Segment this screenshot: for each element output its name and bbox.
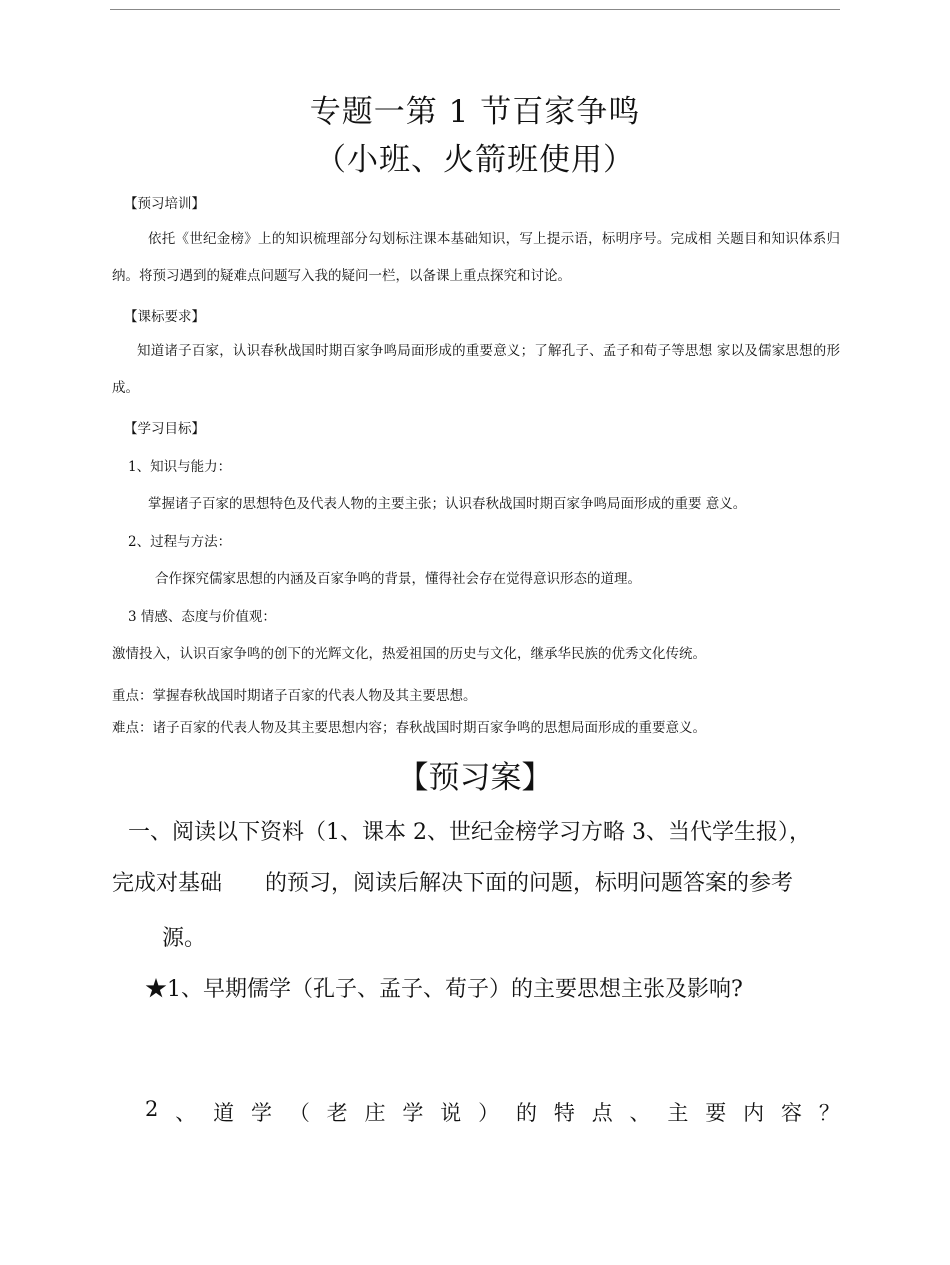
question-2-char: 庄 [364,1101,386,1125]
standard-text: 知道诸子百家，认识春秋战国时期百家争鸣局面形成的重要意义；了解孔子、孟子和荀子等思想 家以及儒家思想的形成。 [112,343,840,396]
key-point: 重点：掌握春秋战国时期诸子百家的代表人物及其主要思想。 [112,688,477,704]
part1-line2b: 的预习，阅读后解决下面的问题，标明问题答案的参考 [265,871,794,896]
question-2-char: 容 [780,1101,802,1125]
objective-1-text: 掌握诸子百家的思想特色及代表人物的主要主张；认识春秋战国时期百家争鸣局面形成的重要 意义。 [148,496,747,512]
question-2 [145,1097,840,1127]
question-2-char: 特 [553,1101,575,1125]
objective-3-text: 激情投入，认识百家争鸣的创下的光辉文化，热爱祖国的历史与文化，继承华民族的优秀文化传统。 [112,646,706,662]
question-2-char: ？ [818,1101,840,1125]
question-2-char: （ [288,1101,310,1125]
question-1: ★1、早期儒学（孔子、孟子、荀子）的主要思想主张及影响? [145,977,743,1002]
question-2-char: 2 [145,1097,159,1121]
question-2-char: 说 [440,1101,462,1125]
question-2-char: 点 [591,1101,613,1125]
question-2-char: ） [478,1101,500,1125]
question-2-char: 主 [667,1101,689,1125]
objectives-heading: 【学习目标】 [124,421,205,437]
question-2-char: 内 [743,1101,765,1125]
question-2-char: 的 [515,1101,537,1125]
question-2-char: 老 [326,1101,348,1125]
question-2-char: 学 [402,1101,424,1125]
objective-2-text: 合作探究儒家思想的内涵及百家争鸣的背景，懂得社会存在觉得意识形态的道理。 [155,571,641,587]
header-rule [110,9,840,10]
preview-training-heading: 【预习培训】 [124,196,205,212]
document-subtitle: （小班、火箭班使用） [315,142,635,178]
part1-line1: 一、阅读以下资料（1、课本 2、世纪金榜学习方略 3、当代学生报）， [128,820,811,845]
document-title: 专题一第 1 节百家争鸣 [309,94,641,130]
preview-training-text: 依托《世纪金榜》上的知识梳理部分勾划标注课本基础知识，写上提示语，标明序号。完成相 关题目和知识体系归纳。将预习遇到的疑难点问题写入我的疑问一栏，以备课上重点探究和讨论。 [112,231,840,284]
question-2-char: 、 [629,1101,651,1125]
question-2-char: 学 [250,1101,272,1125]
question-2-char: 要 [705,1101,727,1125]
question-2-char: 、 [175,1101,197,1125]
part1-line3: 源。 [162,926,207,951]
section-heading: 【预习案】 [397,760,553,796]
part1-line2a: 完成对基础 [112,871,223,896]
difficult-point: 难点：诸子百家的代表人物及其主要思想内容；春秋战国时期百家争鸣的思想局面形成的重要意义。 [112,720,706,736]
objective-1-title: 1、知识与能力： [128,459,232,475]
objective-3-title: 3 情感、态度与价值观： [128,609,276,625]
standard-heading: 【课标要求】 [124,309,205,325]
question-2-char: 道 [213,1101,235,1125]
objective-2-title: 2、过程与方法： [128,534,232,550]
